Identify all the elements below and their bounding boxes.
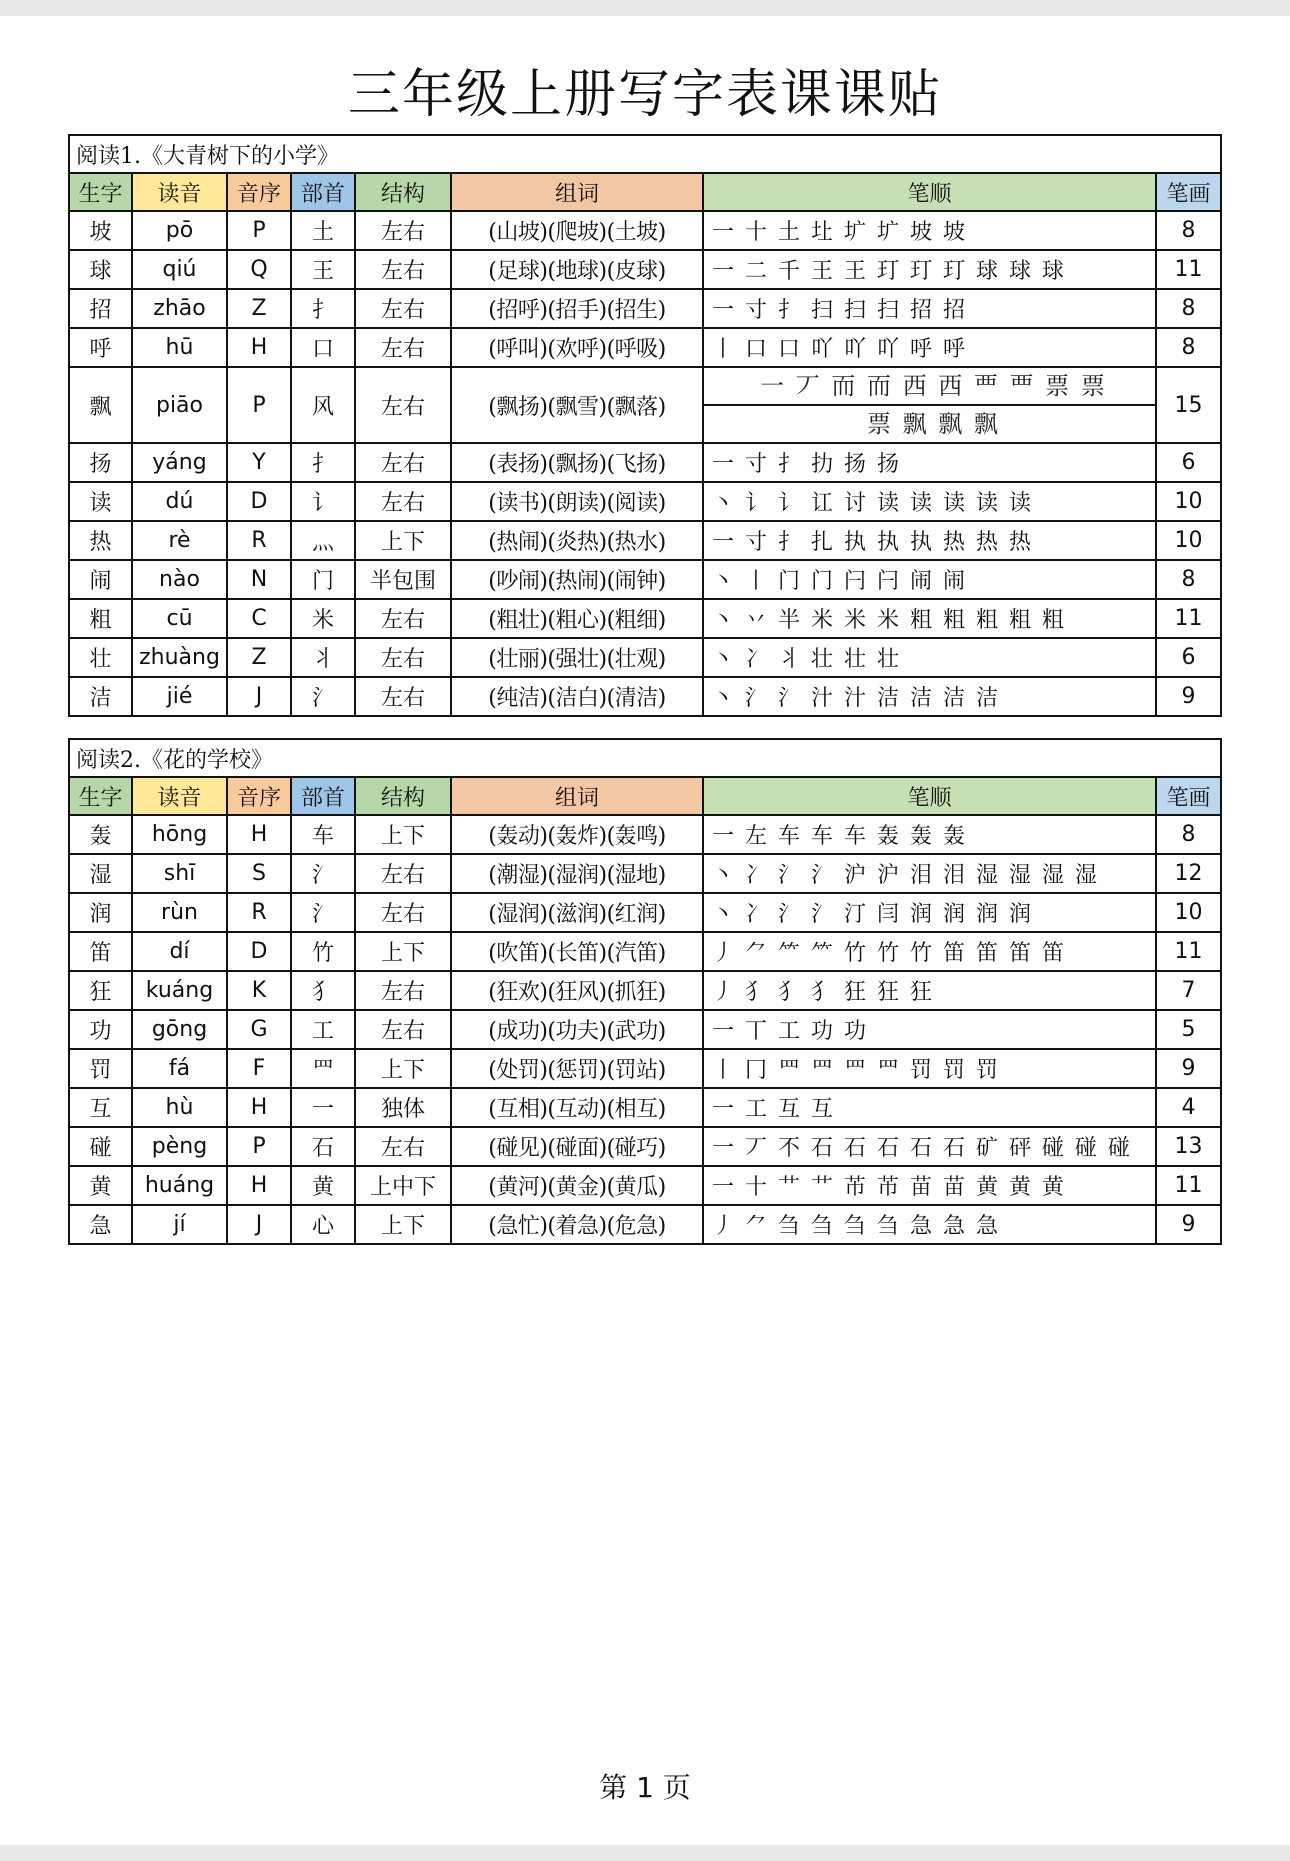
strokes-line-1: 一 丆 而 而 西 西 覀 覀 票 票 (704, 368, 1155, 406)
char-cell: 呼 (69, 328, 132, 367)
radical-cell: 米 (291, 599, 355, 638)
table-row (69, 1166, 1221, 1205)
pinyin-cell: gōng (132, 1010, 227, 1049)
structure-cell: 上下 (355, 1205, 451, 1244)
structure-cell: 左右 (355, 211, 451, 250)
order-cell: P (227, 367, 291, 443)
order-cell: K (227, 971, 291, 1010)
stroke-count-cell: 8 (1156, 211, 1221, 250)
words-cell: (足球)(地球)(皮球) (451, 250, 703, 289)
strokes-cell: 一 工 互 互 (703, 1088, 1156, 1127)
header-char: 生字 (69, 173, 132, 211)
stroke-count-cell: 5 (1156, 1010, 1221, 1049)
structure-cell: 上中下 (355, 1166, 451, 1205)
radical-cell: 工 (291, 1010, 355, 1049)
words-cell: (碰见)(碰面)(碰巧) (451, 1127, 703, 1166)
order-cell: J (227, 1205, 291, 1244)
order-cell: S (227, 854, 291, 893)
words-cell: (互相)(互动)(相互) (451, 1088, 703, 1127)
order-cell: Y (227, 443, 291, 482)
char-cell: 润 (69, 893, 132, 932)
table-row (69, 560, 1221, 599)
radical-cell: 扌 (291, 443, 355, 482)
stroke-count-cell: 12 (1156, 854, 1221, 893)
pinyin-cell: jié (132, 677, 227, 716)
header-count: 笔画 (1156, 777, 1221, 815)
pinyin-cell: zhāo (132, 289, 227, 328)
structure-cell: 上下 (355, 1049, 451, 1088)
char-cell: 扬 (69, 443, 132, 482)
order-cell: J (227, 677, 291, 716)
strokes-cell: 丶 讠 讠 讧 讨 读 读 读 读 读 (703, 482, 1156, 521)
page-number: 第 1 页 (599, 1771, 691, 1804)
table-row (69, 1010, 1221, 1049)
structure-cell: 左右 (355, 289, 451, 328)
stroke-count-cell: 9 (1156, 1205, 1221, 1244)
table-row (69, 250, 1221, 289)
pinyin-cell: dú (132, 482, 227, 521)
table-row (69, 932, 1221, 971)
order-cell: C (227, 599, 291, 638)
char-cell: 壮 (69, 638, 132, 677)
radical-cell: 丬 (291, 638, 355, 677)
words-cell: (吵闹)(热闹)(闹钟) (451, 560, 703, 599)
structure-cell: 左右 (355, 854, 451, 893)
strokes-cell: 丨 冂 罒 罒 罒 罒 罚 罚 罚 (703, 1049, 1156, 1088)
pinyin-cell: zhuàng (132, 638, 227, 677)
words-cell: (狂欢)(狂风)(抓狂) (451, 971, 703, 1010)
structure-cell: 左右 (355, 1010, 451, 1049)
pinyin-cell: hù (132, 1088, 227, 1127)
header-pinyin: 读音 (132, 777, 227, 815)
order-cell: N (227, 560, 291, 599)
structure-cell: 左右 (355, 443, 451, 482)
strokes-cell: 丿 犭 犭 犭 狂 狂 狂 (703, 971, 1156, 1010)
radical-cell: 车 (291, 815, 355, 854)
strokes-cell: 丶 丷 半 米 米 米 粗 粗 粗 粗 粗 (703, 599, 1156, 638)
order-cell: R (227, 521, 291, 560)
order-cell: P (227, 211, 291, 250)
pinyin-cell: rùn (132, 893, 227, 932)
order-cell: G (227, 1010, 291, 1049)
stroke-count-cell: 8 (1156, 815, 1221, 854)
pinyin-cell: rè (132, 521, 227, 560)
pinyin-cell: pō (132, 211, 227, 250)
char-cell: 互 (69, 1088, 132, 1127)
strokes-cell: 丶 冫 氵 氵 汀 闫 润 润 润 润 (703, 893, 1156, 932)
char-cell: 闹 (69, 560, 132, 599)
radical-cell: 石 (291, 1127, 355, 1166)
words-cell: (壮丽)(强壮)(壮观) (451, 638, 703, 677)
structure-cell: 左右 (355, 893, 451, 932)
radical-cell: 竹 (291, 932, 355, 971)
order-cell: D (227, 482, 291, 521)
structure-cell: 左右 (355, 638, 451, 677)
words-cell: (湿润)(滋润)(红润) (451, 893, 703, 932)
table-row (69, 443, 1221, 482)
stroke-count-cell: 10 (1156, 521, 1221, 560)
stroke-count-cell: 8 (1156, 289, 1221, 328)
char-cell: 球 (69, 250, 132, 289)
words-cell: (黄河)(黄金)(黄瓜) (451, 1166, 703, 1205)
radical-cell: 一 (291, 1088, 355, 1127)
char-cell: 轰 (69, 815, 132, 854)
words-cell: (招呼)(招手)(招生) (451, 289, 703, 328)
table-row (69, 367, 1221, 443)
words-cell: (潮湿)(湿润)(湿地) (451, 854, 703, 893)
header-radical: 部首 (291, 173, 355, 211)
structure-cell: 左右 (355, 971, 451, 1010)
stroke-count-cell: 11 (1156, 1166, 1221, 1205)
strokes-cell: 一 二 千 王 王 玎 玎 玎 球 球 球 (703, 250, 1156, 289)
strokes-cell: 一 十 土 圵 圹 圹 坡 坡 (703, 211, 1156, 250)
header-char: 生字 (69, 777, 132, 815)
char-cell: 罚 (69, 1049, 132, 1088)
table-row (69, 211, 1221, 250)
char-cell: 笛 (69, 932, 132, 971)
structure-cell: 上下 (355, 815, 451, 854)
stroke-count-cell: 6 (1156, 443, 1221, 482)
strokes-cell: 一 丅 工 功 功 (703, 1010, 1156, 1049)
char-cell: 碰 (69, 1127, 132, 1166)
structure-cell: 左右 (355, 482, 451, 521)
section-label: 阅读1.《大青树下的小学》 (69, 135, 1221, 173)
header-order: 音序 (227, 173, 291, 211)
char-cell: 招 (69, 289, 132, 328)
strokes-cell: 丿 ⺈ ⺮ ⺮ 竹 竹 竹 笛 笛 笛 笛 (703, 932, 1156, 971)
words-cell: (轰动)(轰炸)(轰鸣) (451, 815, 703, 854)
char-cell: 读 (69, 482, 132, 521)
table-row (69, 289, 1221, 328)
words-cell: (急忙)(着急)(危急) (451, 1205, 703, 1244)
structure-cell: 上下 (355, 932, 451, 971)
char-cell: 粗 (69, 599, 132, 638)
words-cell: (成功)(功夫)(武功) (451, 1010, 703, 1049)
char-cell: 功 (69, 1010, 132, 1049)
strokes-cell: 丶 冫 丬 壮 壮 壮 (703, 638, 1156, 677)
table-row (69, 521, 1221, 560)
radical-cell: 氵 (291, 893, 355, 932)
pinyin-cell: nào (132, 560, 227, 599)
strokes-cell: 一 左 车 车 车 轰 轰 轰 (703, 815, 1156, 854)
stroke-count-cell: 10 (1156, 482, 1221, 521)
order-cell: H (227, 1166, 291, 1205)
radical-cell: 口 (291, 328, 355, 367)
strokes-cell (703, 367, 1156, 443)
section-label: 阅读2.《花的学校》 (69, 739, 1221, 777)
radical-cell: 心 (291, 1205, 355, 1244)
pinyin-cell: huáng (132, 1166, 227, 1205)
structure-cell: 左右 (355, 1127, 451, 1166)
stroke-count-cell: 11 (1156, 599, 1221, 638)
stroke-count-cell: 10 (1156, 893, 1221, 932)
strokes-cell: 丶 丨 门 门 闩 闩 闹 闹 (703, 560, 1156, 599)
table-row (69, 328, 1221, 367)
char-cell: 狂 (69, 971, 132, 1010)
table-row (69, 1205, 1221, 1244)
pinyin-cell: yáng (132, 443, 227, 482)
section-table-2 (68, 738, 1222, 1245)
pinyin-cell: kuáng (132, 971, 227, 1010)
header-pinyin: 读音 (132, 173, 227, 211)
table-row (69, 482, 1221, 521)
stroke-count-cell: 13 (1156, 1127, 1221, 1166)
strokes-cell: 一 十 艹 艹 芇 芇 苗 苗 黄 黄 黄 (703, 1166, 1156, 1205)
words-cell: (纯洁)(洁白)(清洁) (451, 677, 703, 716)
radical-cell: 门 (291, 560, 355, 599)
pinyin-cell: pèng (132, 1127, 227, 1166)
words-cell: (呼叫)(欢呼)(呼吸) (451, 328, 703, 367)
pinyin-cell: hōng (132, 815, 227, 854)
header-row (69, 777, 1221, 815)
order-cell: D (227, 932, 291, 971)
radical-cell: 扌 (291, 289, 355, 328)
radical-cell: 罒 (291, 1049, 355, 1088)
radical-cell: 氵 (291, 677, 355, 716)
order-cell: P (227, 1127, 291, 1166)
header-words: 组词 (451, 173, 703, 211)
radical-cell: 犭 (291, 971, 355, 1010)
pinyin-cell: shī (132, 854, 227, 893)
header-strokes: 笔顺 (703, 173, 1156, 211)
stroke-count-cell: 15 (1156, 367, 1221, 443)
char-cell: 急 (69, 1205, 132, 1244)
words-cell: (吹笛)(长笛)(汽笛) (451, 932, 703, 971)
pinyin-cell: piāo (132, 367, 227, 443)
radical-cell: 土 (291, 211, 355, 250)
stroke-count-cell: 9 (1156, 1049, 1221, 1088)
section-table-1 (68, 134, 1222, 717)
table-row (69, 1127, 1221, 1166)
words-cell: (热闹)(炎热)(热水) (451, 521, 703, 560)
order-cell: Z (227, 289, 291, 328)
radical-cell: 黄 (291, 1166, 355, 1205)
char-cell: 热 (69, 521, 132, 560)
pinyin-cell: fá (132, 1049, 227, 1088)
pinyin-cell: jí (132, 1205, 227, 1244)
structure-cell: 半包围 (355, 560, 451, 599)
page (0, 16, 1290, 1845)
order-cell: Q (227, 250, 291, 289)
strokes-cell: 丶 氵 氵 汁 汁 洁 洁 洁 洁 (703, 677, 1156, 716)
words-cell: (读书)(朗读)(阅读) (451, 482, 703, 521)
radical-cell: 王 (291, 250, 355, 289)
table-row (69, 815, 1221, 854)
order-cell: R (227, 893, 291, 932)
char-cell: 洁 (69, 677, 132, 716)
strokes-cell: 丨 口 口 吖 吖 吖 呼 呼 (703, 328, 1156, 367)
order-cell: Z (227, 638, 291, 677)
strokes-cell: 一 寸 扌 扐 扬 扬 (703, 443, 1156, 482)
char-cell: 坡 (69, 211, 132, 250)
words-cell: (表扬)(飘扬)(飞扬) (451, 443, 703, 482)
structure-cell: 左右 (355, 599, 451, 638)
words-cell: (粗壮)(粗心)(粗细) (451, 599, 703, 638)
table-row (69, 638, 1221, 677)
stroke-count-cell: 6 (1156, 638, 1221, 677)
stroke-count-cell: 8 (1156, 560, 1221, 599)
header-structure: 结构 (355, 777, 451, 815)
table-row (69, 677, 1221, 716)
pinyin-cell: hū (132, 328, 227, 367)
table-row (69, 599, 1221, 638)
strokes-line-2: 票 飘 飘 飘 (867, 410, 1000, 438)
table-row (69, 1049, 1221, 1088)
strokes-cell: 一 丆 不 石 石 石 石 石 矿 砰 碰 碰 碰 (703, 1127, 1156, 1166)
char-cell: 黄 (69, 1166, 132, 1205)
pinyin-cell: dí (132, 932, 227, 971)
strokes-cell: 丶 冫 氵 氵 沪 沪 泪 泪 湿 湿 湿 湿 (703, 854, 1156, 893)
stroke-count-cell: 8 (1156, 328, 1221, 367)
stroke-count-cell: 11 (1156, 250, 1221, 289)
order-cell: H (227, 328, 291, 367)
pinyin-cell: cū (132, 599, 227, 638)
header-structure: 结构 (355, 173, 451, 211)
stroke-count-cell: 7 (1156, 971, 1221, 1010)
char-cell: 飘 (69, 367, 132, 443)
strokes-cell: 丿 ⺈ 刍 刍 刍 刍 急 急 急 (703, 1205, 1156, 1244)
structure-cell: 左右 (355, 677, 451, 716)
structure-cell: 上下 (355, 521, 451, 560)
order-cell: H (227, 815, 291, 854)
words-cell: (山坡)(爬坡)(土坡) (451, 211, 703, 250)
table-row (69, 1088, 1221, 1127)
radical-cell: 氵 (291, 854, 355, 893)
table-row (69, 971, 1221, 1010)
header-strokes: 笔顺 (703, 777, 1156, 815)
strokes-cell: 一 寸 扌 扎 执 执 执 热 热 热 (703, 521, 1156, 560)
table-row (69, 854, 1221, 893)
stroke-count-cell: 4 (1156, 1088, 1221, 1127)
structure-cell: 左右 (355, 250, 451, 289)
radical-cell: 灬 (291, 521, 355, 560)
order-cell: F (227, 1049, 291, 1088)
header-row (69, 173, 1221, 211)
stroke-count-cell: 11 (1156, 932, 1221, 971)
radical-cell: 风 (291, 367, 355, 443)
strokes-cell: 一 寸 扌 扫 扫 扫 招 招 (703, 289, 1156, 328)
header-radical: 部首 (291, 777, 355, 815)
words-cell: (飘扬)(飘雪)(飘落) (451, 367, 703, 443)
pinyin-cell: qiú (132, 250, 227, 289)
char-cell: 湿 (69, 854, 132, 893)
header-order: 音序 (227, 777, 291, 815)
radical-cell: 讠 (291, 482, 355, 521)
table-row (69, 893, 1221, 932)
structure-cell: 独体 (355, 1088, 451, 1127)
header-count: 笔画 (1156, 173, 1221, 211)
words-cell: (处罚)(惩罚)(罚站) (451, 1049, 703, 1088)
page-title: 三年级上册写字表课课贴 (347, 65, 942, 125)
order-cell: H (227, 1088, 291, 1127)
header-words: 组词 (451, 777, 703, 815)
structure-cell: 左右 (355, 367, 451, 443)
structure-cell: 左右 (355, 328, 451, 367)
stroke-count-cell: 9 (1156, 677, 1221, 716)
